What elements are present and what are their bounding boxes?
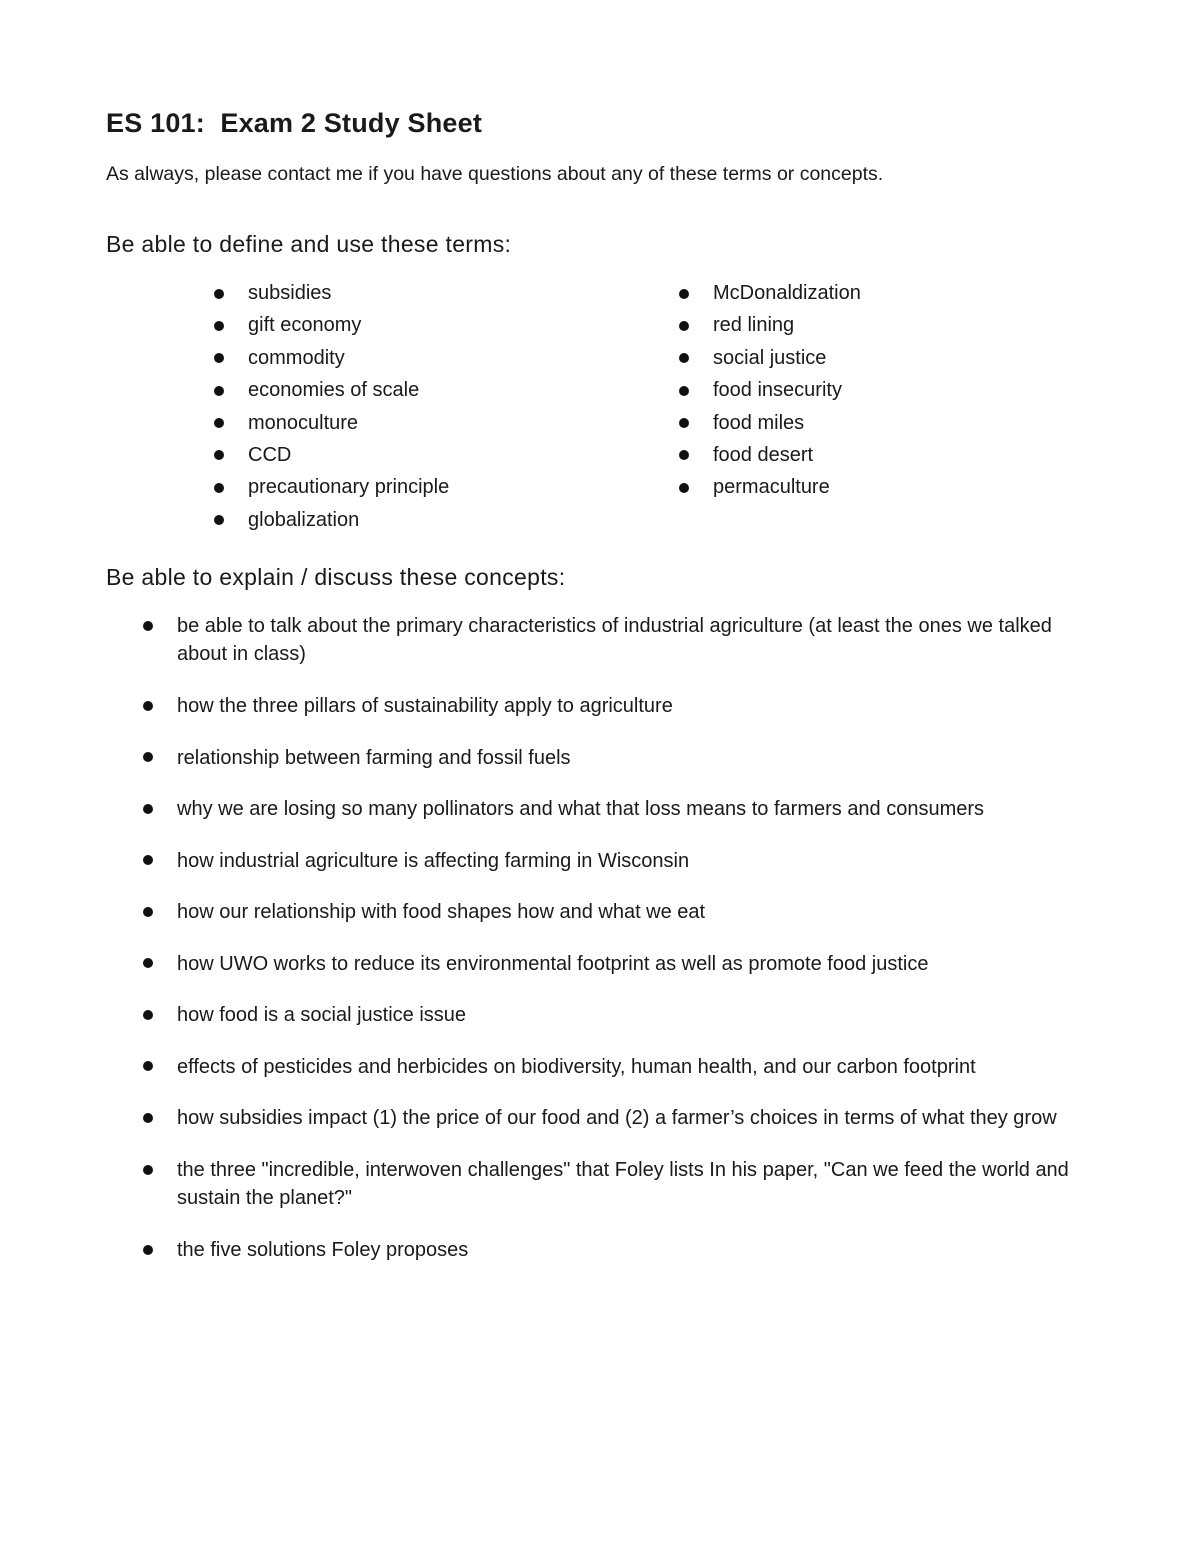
concept-text: the five solutions Foley proposes: [177, 1239, 469, 1261]
concept-item: [141, 692, 1101, 720]
bullet-icon: [143, 1165, 153, 1175]
term-item: [677, 280, 861, 312]
term-label: social justice: [713, 346, 827, 369]
concept-item: [141, 898, 1101, 926]
term-item: [677, 474, 861, 506]
bullet-icon: [143, 1010, 153, 1020]
concept-item: [141, 1104, 1101, 1132]
term-item: [212, 410, 449, 442]
bullet-icon: [143, 855, 153, 865]
bullet-icon: [143, 621, 153, 631]
term-label: gift economy: [248, 314, 362, 337]
bullet-icon: [214, 515, 224, 525]
term-item: [212, 280, 449, 312]
term-item: [677, 345, 861, 377]
bullet-icon: [143, 1113, 153, 1123]
concept-text: why we are losing so many pollinators and what that loss means to farmers and consumers: [177, 798, 985, 820]
bullet-icon: [214, 450, 224, 460]
concept-item: [141, 795, 1101, 823]
concept-item: [141, 1236, 1101, 1264]
term-label: commodity: [248, 346, 345, 369]
term-label: globalization: [248, 508, 360, 531]
concept-text: be able to talk about the primary characteristics of industrial agriculture (at least the ones we talked about in class): [177, 615, 1052, 665]
bullet-icon: [679, 289, 689, 299]
bullet-icon: [679, 450, 689, 460]
term-label: red lining: [713, 314, 795, 337]
bullet-icon: [679, 321, 689, 331]
concept-item: [141, 1053, 1101, 1081]
term-item: [677, 312, 861, 344]
concept-text: the three "incredible, interwoven challenges" that Foley lists In his paper, "Can we feed the world and sustain the planet?": [177, 1159, 1069, 1209]
term-label: CCD: [248, 443, 292, 466]
term-item: [212, 474, 449, 506]
concept-item: [141, 1156, 1101, 1212]
concept-text: how food is a social justice issue: [177, 1004, 467, 1026]
term-label: permaculture: [713, 476, 830, 499]
concept-text: effects of pesticides and herbicides on biodiversity, human health, and our carbon footprint: [177, 1055, 976, 1078]
term-label: food miles: [713, 411, 805, 434]
term-item: [677, 442, 861, 474]
bullet-icon: [679, 483, 689, 493]
term-item: [677, 377, 861, 409]
term-label: McDonaldization: [713, 282, 861, 304]
term-item: [212, 377, 449, 409]
concepts-list: [141, 612, 1101, 1288]
term-item: [212, 507, 449, 539]
bullet-icon: [143, 1245, 153, 1255]
bullet-icon: [214, 418, 224, 428]
bullet-icon: [679, 353, 689, 363]
bullet-icon: [214, 386, 224, 396]
concept-text: how industrial agriculture is affecting farming in Wisconsin: [177, 849, 690, 872]
terms-heading: Be able to define and use these terms:: [106, 231, 512, 257]
bullet-icon: [679, 386, 689, 396]
term-label: economies of scale: [248, 379, 420, 402]
concept-item: [141, 1001, 1101, 1029]
bullet-icon: [214, 321, 224, 331]
term-label: precautionary principle: [248, 476, 450, 499]
concept-item: [141, 950, 1101, 978]
term-item: [212, 442, 449, 474]
term-label: subsidies: [248, 282, 332, 304]
term-label: food desert: [713, 443, 814, 466]
bullet-icon: [214, 483, 224, 493]
page-title: ES 101: Exam 2 Study Sheet: [106, 108, 483, 138]
concept-text: how subsidies impact (1) the price of our food and (2) a farmer’s choices in terms of what they grow: [177, 1107, 1057, 1129]
terms-list-column-2: [677, 280, 861, 507]
concept-item: [141, 847, 1101, 875]
bullet-icon: [143, 752, 153, 762]
bullet-icon: [143, 958, 153, 968]
concept-text: how our relationship with food shapes how and what we eat: [177, 901, 706, 923]
concept-text: relationship between farming and fossil fuels: [177, 746, 571, 769]
bullet-icon: [679, 418, 689, 428]
bullet-icon: [143, 804, 153, 814]
bullet-icon: [214, 353, 224, 363]
term-item: [212, 345, 449, 377]
term-label: food insecurity: [713, 379, 842, 402]
terms-list-column-1: [212, 280, 449, 539]
bullet-icon: [143, 1061, 153, 1071]
term-label: monoculture: [248, 411, 359, 434]
bullet-icon: [214, 289, 224, 299]
bullet-icon: [143, 907, 153, 917]
term-item: [677, 410, 861, 442]
bullet-icon: [143, 701, 153, 711]
concepts-heading: Be able to explain / discuss these concepts:: [106, 564, 566, 590]
concept-item: [141, 744, 1101, 772]
concept-item: [141, 612, 1101, 668]
intro-text: As always, please contact me if you have questions about any of these terms or concepts.: [106, 163, 884, 185]
concept-text: how the three pillars of sustainability apply to agriculture: [177, 695, 673, 717]
concept-text: how UWO works to reduce its environmental footprint as well as promote food justice: [177, 952, 929, 975]
term-item: [212, 312, 449, 344]
